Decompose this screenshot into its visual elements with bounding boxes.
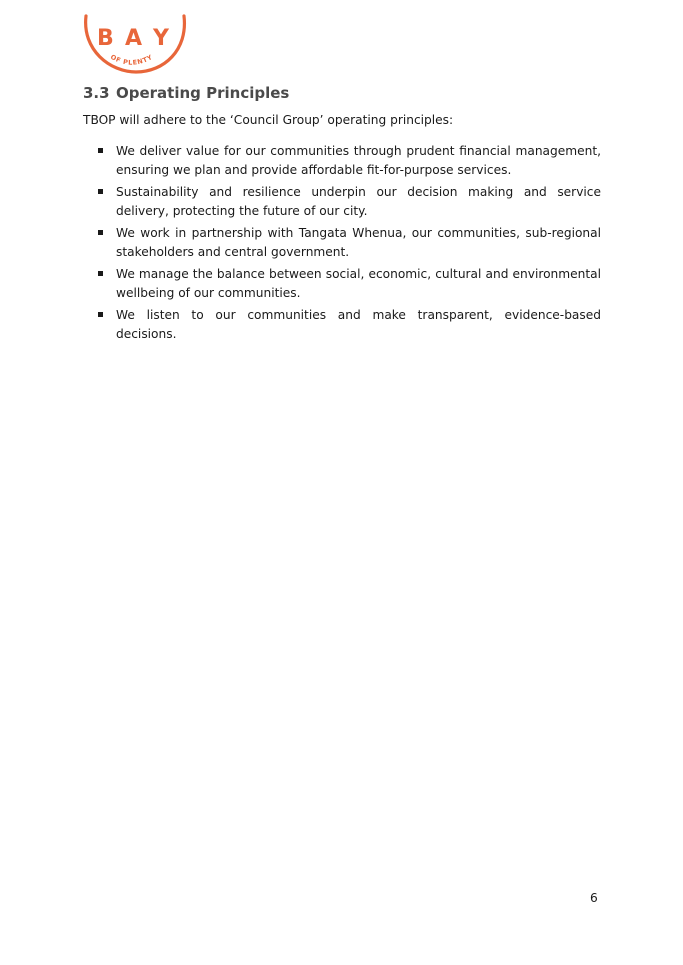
list-item-text: We work in partnership with Tangata Whenua, our communities, sub-regional stakeholders and central government. [116, 226, 601, 259]
section-title: Operating Principles [116, 84, 290, 102]
list-item-text: We manage the balance between social, economic, cultural and environmental wellbeing of our communities. [116, 267, 601, 300]
list-item-text: We deliver value for our communities through prudent financial management, ensuring we plan and provide affordable fit-for-purpose services. [116, 144, 601, 177]
bay-of-plenty-logo [80, 14, 190, 76]
principles-list [98, 142, 601, 347]
bullet-square-icon [98, 312, 103, 317]
svg-text:Y: Y [153, 26, 169, 51]
intro-paragraph: TBOP will adhere to the ‘Council Group’ operating principles: [83, 113, 454, 127]
list-item [98, 142, 601, 179]
svg-text:B: B [97, 26, 114, 51]
list-item [98, 183, 601, 220]
bullet-square-icon [98, 189, 103, 194]
section-number: 3.3 [83, 84, 110, 102]
svg-text:A: A [125, 26, 143, 51]
list-item-text: Sustainability and resilience underpin our decision making and service delivery, protecting the future of our city. [116, 185, 601, 218]
bullet-square-icon [98, 271, 103, 276]
section-heading [83, 84, 289, 102]
svg-text:OF PLENTY: OF PLENTY [109, 52, 155, 67]
page-number: 6 [590, 891, 598, 905]
list-item [98, 265, 601, 302]
bullet-square-icon [98, 230, 103, 235]
bullet-square-icon [98, 148, 103, 153]
list-item [98, 306, 601, 343]
list-item-text: We listen to our communities and make transparent, evidence-based decisions. [116, 308, 601, 341]
list-item [98, 224, 601, 261]
